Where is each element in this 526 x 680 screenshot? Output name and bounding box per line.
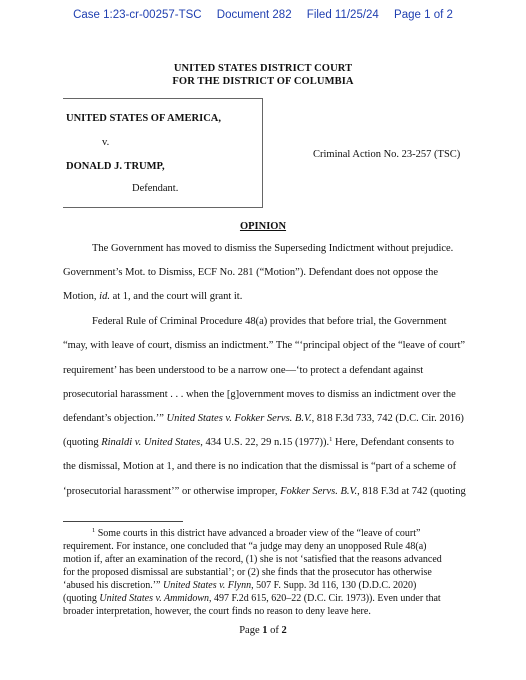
footnote-mark: 1 (92, 527, 96, 534)
body-line: Government’s Mot. to Dismiss, ECF No. 281 (“Motion”). Defendant does not oppose the (63, 267, 439, 278)
footnote-ref[interactable]: 1 (329, 436, 333, 443)
footnote-line: for the proposed dismissal are substantial’; or (2) she finds that the prosecutor has otherwise (63, 567, 432, 578)
footnote-line: ‘abused his discretion.’” United States v. Flynn, 507 F. Supp. 3d 116, 130 (D.D.C. 2020) (63, 580, 417, 591)
caption-versus: v. (102, 137, 110, 148)
document-number: Document 282 (216, 9, 292, 21)
caption-defendant: DONALD J. TRUMP, (66, 161, 165, 172)
footnote-separator (63, 521, 183, 522)
footnote-line: $^1$ Some courts in this district have advanced a broader view of the “leave of court” (92, 527, 421, 539)
caption-plaintiff: UNITED STATES OF AMERICA, (66, 113, 221, 124)
caption-defendant-role: Defendant. (132, 183, 179, 194)
body-line: Federal Rule of Criminal Procedure 48(a) provides that before trial, the Government (92, 316, 447, 327)
opinion-title: OPINION (239, 221, 287, 232)
body-line: The Government has moved to dismiss the Superseding Indictment without prejudice. (92, 243, 454, 254)
body-line: prosecutorial harassment . . . when the [g]overnment moves to dismiss an indictment over the (63, 389, 456, 400)
ecf-header (0, 9, 526, 21)
case-number: Case 1:23-cr-00257-TSC (73, 9, 202, 21)
body-line: Motion, id. at 1, and the court will grant it. (63, 291, 243, 302)
page-footer: Page 1 of 2 (239, 625, 287, 636)
header-page-count: Page 1 of 2 (394, 9, 453, 21)
body-line: requirement’ has been understood to be a narrow one—‘to protect a defendant against (63, 365, 424, 376)
body-line: ‘prosecutorial harassment’” or otherwise improper, Fokker Servs. B.V., 818 F.3d at 742 (quoting (63, 486, 466, 497)
body-line: the dismissal, Motion at 1, and there is no indication that the dismissal is “part of a scheme of (63, 461, 457, 472)
footnote-line: broader interpretation, however, the court finds no reason to deny leave here. (63, 606, 371, 617)
body-line: “may, with leave of court, dismiss an indictment.” The “‘principal object of the “leave of court” (63, 340, 466, 351)
criminal-action-number: Criminal Action No. 23-257 (TSC) (313, 149, 461, 160)
court-district: FOR THE DISTRICT OF COLUMBIA (172, 76, 354, 87)
footnote-line: requirement. For instance, one concluded that “a judge may deny an unopposed Rule 48(a) (63, 541, 427, 552)
filed-date: Filed 11/25/24 (306, 9, 379, 21)
body-line: defendant’s objection.’” United States v. Fokker Servs. B.V., 818 F.3d 733, 742 (D.C. Cir. 2016) (63, 413, 464, 424)
body-line: (quoting Rinaldi v. United States, 434 U.S. 22, 29 n.15 (1977)).$^1$ Here, Defendant consents to (63, 436, 454, 448)
court-name: UNITED STATES DISTRICT COURT (173, 63, 353, 74)
footnote-line: motion if, after an examination of the record, (1) she is not ‘satisfied that the reasons advanced (63, 554, 442, 565)
footnote-line: (quoting United States v. Ammidown, 497 F.2d 615, 620–22 (D.C. Cir. 1973)). Even under that (63, 593, 441, 604)
